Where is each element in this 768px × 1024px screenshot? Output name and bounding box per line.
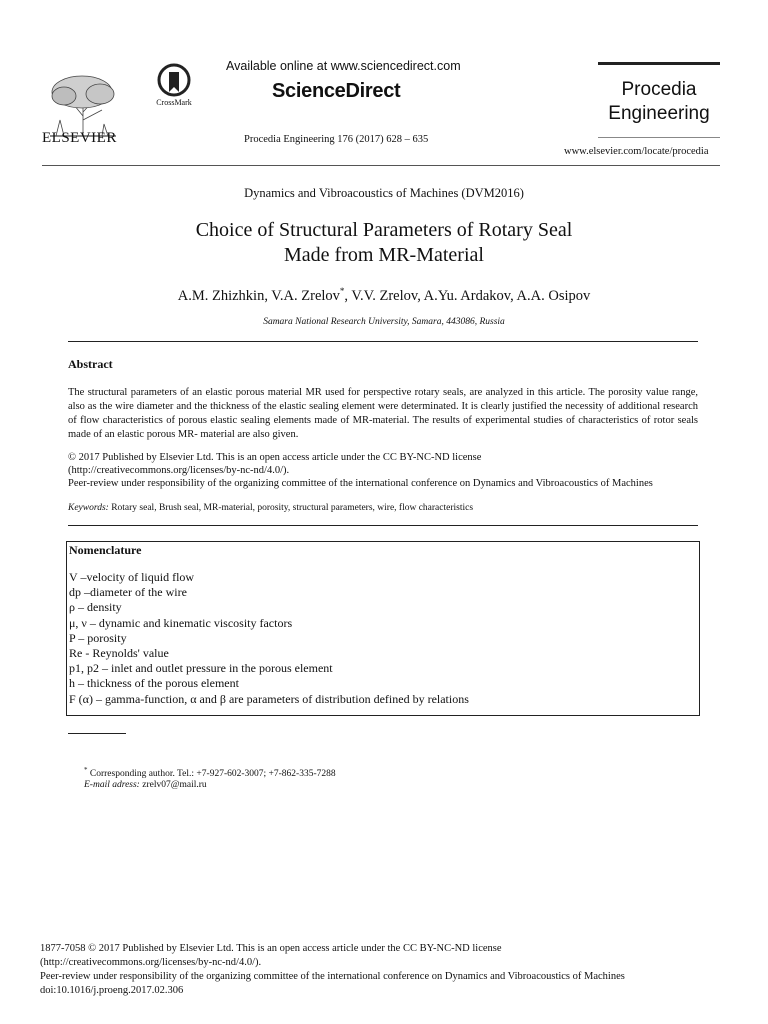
nomenclature-item: Re - Reynolds' value <box>69 646 169 661</box>
doi-link[interactable]: doi:10.1016/j.proeng.2017.02.306 <box>40 985 184 996</box>
article-title-line-1: Choice of Structural Parameters of Rotary Seal <box>195 219 573 241</box>
authors-rest: , V.V. Zrelov, A.Yu. Ardakov, A.A. Osipov <box>344 287 591 304</box>
keywords-list: Rotary seal, Brush seal, MR-material, porosity, structural parameters, wire, flow characteristics <box>108 503 474 513</box>
corresponding-author-note <box>84 766 336 779</box>
authors-first: A.M. Zhizhkin, V.A. Zrelov <box>177 287 340 304</box>
abstract-top-rule <box>68 341 698 342</box>
header-divider <box>42 165 720 166</box>
corresponding-marker: * <box>339 286 345 296</box>
corresponding-author-text: Corresponding author. Tel.: +7-927-602-3007; +7-862-335-7288 <box>87 769 336 780</box>
bottom-peer-review: Peer-review under responsibility of the organizing committee of the international conference on Dynamics and Vibroacoustics of Machines <box>40 971 625 982</box>
journal-title-line-1: Procedia <box>621 79 697 100</box>
nomenclature-item: h – thickness of the porous element <box>69 676 239 691</box>
email-label: E-mail adress: <box>84 780 140 790</box>
email-address[interactable]: zrelv07@mail.ru <box>139 780 207 790</box>
footnote-marker: * <box>84 766 88 774</box>
journal-url-link[interactable]: www.elsevier.com/locate/procedia <box>564 146 709 157</box>
nomenclature-item: F (α) – gamma-function, α and β are parameters of distribution defined by relations <box>69 691 469 706</box>
email-note <box>84 780 207 790</box>
available-online-text: Available online at www.sciencedirect.com <box>226 59 461 73</box>
author-list <box>0 286 768 305</box>
article-title <box>0 218 768 268</box>
keywords-label: Keywords: <box>68 503 109 513</box>
peer-review-note: Peer-review under responsibility of the organizing committee of the international conference on Dynamics and Vibroacoustics of Machines <box>68 478 653 489</box>
elsevier-wordmark: ELSEVIER <box>42 130 117 146</box>
bottom-license-link[interactable]: (http://creativecommons.org/licenses/by-nc-nd/4.0/). <box>40 957 262 968</box>
nomenclature-list <box>69 570 689 707</box>
author-affiliation: Samara National Research University, Samara, 443086, Russia <box>263 317 505 327</box>
journal-title <box>598 78 720 126</box>
nomenclature-item: ρ – density <box>69 600 122 615</box>
nomenclature-item: V –velocity of liquid flow <box>69 570 195 584</box>
nomenclature-item: p1, p2 – inlet and outlet pressure in the porous element <box>69 661 333 676</box>
abstract-bottom-rule <box>68 525 698 526</box>
issn-license-line: 1877-7058 © 2017 Published by Elsevier Ltd. This is an open access article under the CC BY-NC-ND license <box>40 943 502 954</box>
license-notice <box>68 451 698 490</box>
bottom-license-block <box>40 942 740 998</box>
nomenclature-item: dp –diameter of the wire <box>69 585 187 600</box>
nomenclature-item: P – porosity <box>69 630 127 645</box>
license-link[interactable]: (http://creativecommons.org/licenses/by-nc-nd/4.0/). <box>68 465 290 476</box>
abstract-heading: Abstract <box>68 357 113 371</box>
article-title-line-2: Made from MR-Material <box>284 244 484 266</box>
abstract-body: The structural parameters of an elastic porous material MR used for perspective rotary seals, are analyzed in this article. The porosity value range, also as the wire diameter and the thickness of the elastic sealing element were determinated. It is clearly justified the necessity of additional research of flow characteristics of porous elastic sealing elements made of MR-material. The results of experimental studies of characteristics of rotor seals made of an elastic porous MR- material are also given. <box>68 387 698 440</box>
journal-reference: Procedia Engineering 176 (2017) 628 – 635 <box>244 134 429 145</box>
license-line-1: © 2017 Published by Elsevier Ltd. This is an open access article under the CC BY-NC-ND license <box>68 452 482 463</box>
journal-title-line-2: Engineering <box>608 103 710 124</box>
keywords-line <box>68 503 698 513</box>
crossmark-label: CrossMark <box>156 98 192 107</box>
nomenclature-item: μ, ν – dynamic and kinematic viscosity factors <box>69 615 293 630</box>
sciencedirect-logo[interactable]: ScienceDirect <box>272 80 401 102</box>
conference-name: Dynamics and Vibroacoustics of Machines (DVM2016) <box>244 186 524 200</box>
footnote-rule <box>68 733 126 734</box>
nomenclature-heading: Nomenclature <box>69 543 142 557</box>
